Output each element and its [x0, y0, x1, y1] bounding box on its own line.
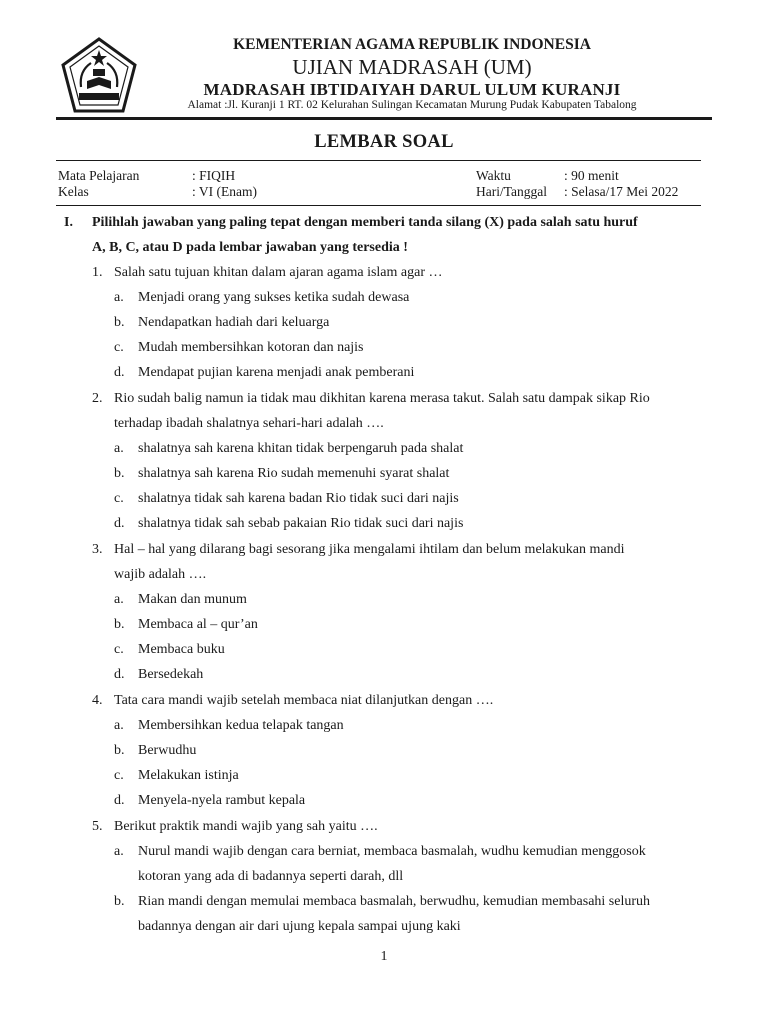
option-letter: a. — [114, 290, 124, 305]
time-value: : 90 menit — [564, 168, 619, 183]
date-value: : Selasa/17 Mei 2022 — [564, 184, 679, 199]
question-line — [92, 819, 378, 835]
option — [114, 667, 203, 683]
option — [114, 793, 305, 809]
question-text: Hal – hal yang dilarang bagi sesorang jika mengalami ihtilam dan belum melakukan mandi — [114, 542, 625, 557]
option — [114, 441, 463, 457]
option — [114, 718, 344, 734]
option-letter: b. — [114, 894, 125, 909]
question-text: Tata cara mandi wajib setelah membaca niat dilanjutkan dengan …. — [114, 693, 494, 708]
time-label: Waktu — [476, 168, 511, 183]
instruction-line: Pilihlah jawaban yang paling tepat dengan memberi tanda silang (X) pada salah satu huruf — [92, 215, 638, 230]
option-letter: c. — [114, 340, 124, 355]
option — [114, 365, 414, 381]
option-text: Berwudhu — [138, 743, 197, 758]
question-text: Salah satu tujuan khitan dalam ajaran agama islam agar … — [114, 265, 443, 280]
option — [114, 743, 196, 759]
school-address: Alamat :Jl. Kuranji 1 RT. 02 Kelurahan Sulingan Kecamatan Murung Pudak Kabupaten Tabalong — [187, 99, 637, 111]
title-divider — [56, 160, 701, 161]
class-value: : VI (Enam) — [192, 184, 257, 199]
header-divider — [56, 117, 712, 120]
option-text: Nurul mandi wajib dengan cara berniat, membaca basmalah, wudhu kemudian menggosok — [138, 844, 646, 859]
question-number: 1. — [92, 265, 103, 280]
option-text-cont: kotoran yang ada di badannya seperti darah, dll — [138, 869, 404, 884]
info-divider — [56, 205, 701, 206]
option-text: Membaca buku — [138, 642, 225, 657]
section-number: I. — [64, 215, 73, 230]
option-letter: a. — [114, 441, 124, 456]
option — [114, 617, 258, 633]
option-text: Bersedekah — [138, 667, 204, 682]
option — [114, 315, 329, 331]
option — [114, 466, 449, 482]
option-text: Mendapat pujian karena menjadi anak pemberani — [138, 365, 415, 380]
question-number: 4. — [92, 693, 103, 708]
question-number: 5. — [92, 819, 103, 834]
option-letter: a. — [114, 844, 124, 859]
option — [114, 592, 247, 608]
instruction-line: A, B, C, atau D pada lembar jawaban yang tersedia ! — [92, 240, 408, 255]
class-label: Kelas — [58, 184, 89, 199]
option-text: Menyela-nyela rambut kepala — [138, 793, 306, 808]
option-text: Membersihkan kedua telapak tangan — [138, 718, 344, 733]
option-letter: d. — [114, 516, 125, 531]
option — [114, 516, 463, 532]
option-text: shalatnya tidak sah karena badan Rio tidak suci dari najis — [138, 491, 459, 506]
option — [114, 768, 239, 784]
option-letter: b. — [114, 466, 125, 481]
option-letter: d. — [114, 365, 125, 380]
option-text-cont: badannya dengan air dari ujung kepala sampai ujung kaki — [138, 919, 461, 934]
option-text: shalatnya tidak sah sebab pakaian Rio tidak suci dari najis — [138, 516, 464, 531]
question-text-cont: wajib adalah …. — [114, 567, 207, 582]
option-letter: c. — [114, 768, 124, 783]
ministry-name: KEMENTERIAN AGAMA REPUBLIK INDONESIA — [233, 36, 591, 53]
question-text-cont: terhadap ibadah shalatnya sehari-hari adalah …. — [114, 416, 384, 431]
subject-label: Mata Pelajaran — [58, 168, 140, 183]
question-number: 3. — [92, 542, 103, 557]
option-letter: d. — [114, 793, 125, 808]
option — [114, 844, 646, 860]
option-text: Melakukan istinja — [138, 768, 239, 783]
option-letter: a. — [114, 718, 124, 733]
page-number: 1 — [380, 949, 388, 964]
option-text: shalatnya sah karena Rio sudah memenuhi syarat shalat — [138, 466, 450, 481]
date-label: Hari/Tanggal — [476, 184, 548, 199]
option-letter: d. — [114, 667, 125, 682]
option — [114, 894, 650, 910]
subject-value: : FIQIH — [192, 168, 236, 183]
option — [114, 340, 364, 356]
option-text: Rian mandi dengan memulai membaca basmalah, berwudhu, kemudian membasahi seluruh — [138, 894, 651, 909]
question-number: 2. — [92, 391, 103, 406]
option-letter: c. — [114, 491, 124, 506]
option-text: Membaca al – qur’an — [138, 617, 258, 632]
option — [114, 642, 225, 658]
option-text: Mudah membersihkan kotoran dan najis — [138, 340, 364, 355]
question-line — [92, 265, 443, 281]
option — [114, 491, 459, 507]
option — [114, 290, 409, 306]
question-text: Berikut praktik mandi wajib yang sah yaitu …. — [114, 819, 378, 834]
school-name: MADRASAH IBTIDAIYAH DARUL ULUM KURANJI — [203, 80, 621, 99]
option-text: Menjadi orang yang sukses ketika sudah dewasa — [138, 290, 410, 305]
option-text: Makan dan munum — [138, 592, 247, 607]
option-letter: b. — [114, 743, 125, 758]
question-text: Rio sudah balig namun ia tidak mau dikhitan karena merasa takut. Salah satu dampak sikap Rio — [114, 391, 650, 406]
exam-name: UJIAN MADRASAH (UM) — [292, 55, 532, 79]
option-text: Nendapatkan hadiah dari keluarga — [138, 315, 330, 330]
option-letter: c. — [114, 642, 124, 657]
option-text: shalatnya sah karena khitan tidak berpengaruh pada shalat — [138, 441, 464, 456]
option-letter: b. — [114, 315, 125, 330]
letterhead — [0, 0, 768, 120]
question-line — [92, 391, 650, 407]
option-letter: a. — [114, 592, 124, 607]
option-letter: b. — [114, 617, 125, 632]
question-line — [92, 693, 493, 709]
page-title: LEMBAR SOAL — [314, 132, 454, 152]
question-line — [92, 542, 624, 558]
